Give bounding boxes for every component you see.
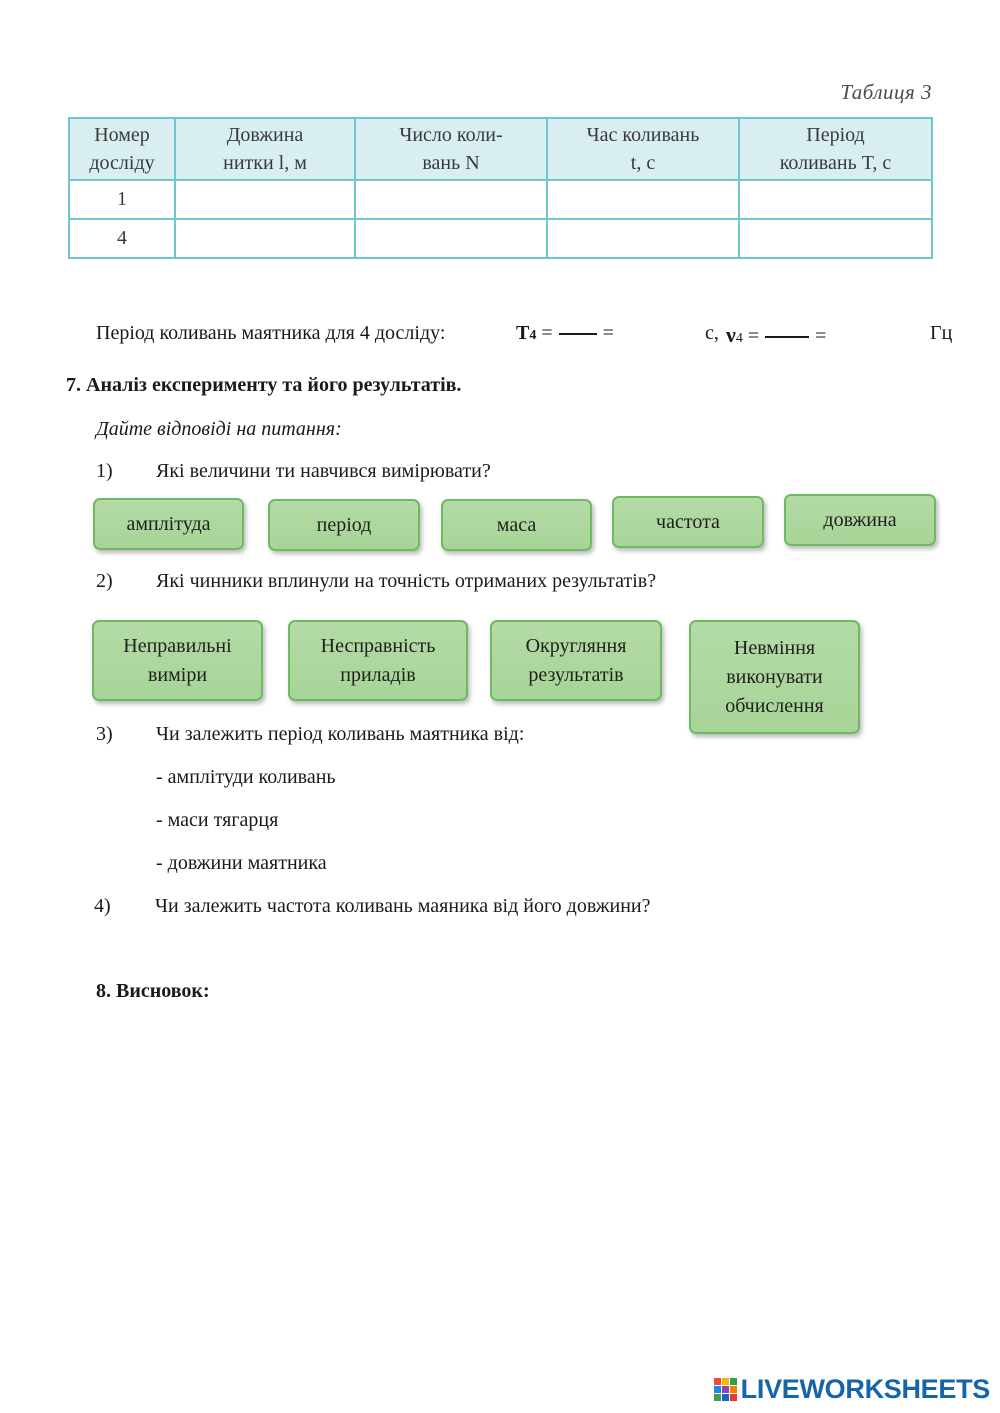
header-thread-length xyxy=(175,118,355,180)
option-length[interactable]: довжина xyxy=(784,494,936,546)
option-line: Неправильні xyxy=(123,634,232,657)
table-row xyxy=(69,180,932,219)
q3-item-length: - довжини маятника xyxy=(156,852,327,874)
option-rounding-results[interactable] xyxy=(490,620,662,701)
table-cell xyxy=(355,180,547,219)
header-oscillation-count xyxy=(355,118,547,180)
logo-icon xyxy=(714,1378,737,1401)
fraction-line xyxy=(765,336,809,338)
equals-sign: = xyxy=(815,325,827,347)
header-oscillation-period xyxy=(739,118,932,180)
header-line: t, с xyxy=(630,152,656,174)
q3-item-amplitude: - амплітуди коливань xyxy=(156,766,336,788)
logo-square xyxy=(730,1386,737,1393)
header-line: нитки l, м xyxy=(223,152,307,174)
fraction-line xyxy=(559,333,597,335)
table-cell: 4 xyxy=(69,219,175,258)
option-incorrect-measurements[interactable] xyxy=(92,620,263,701)
table-header-row xyxy=(69,118,932,180)
option-amplitude[interactable]: амплітуда xyxy=(93,498,244,550)
table-cell xyxy=(739,180,932,219)
header-line: вань N xyxy=(422,152,480,174)
option-line: Несправність xyxy=(320,634,436,657)
period-symbol: T xyxy=(516,322,530,344)
liveworksheets-logo[interactable] xyxy=(714,1374,990,1405)
option-line: обчислення xyxy=(725,694,824,717)
question-3-number: 3) xyxy=(96,723,113,745)
instruction-text: Дайте відповіді на питання: xyxy=(96,418,342,440)
logo-square xyxy=(730,1394,737,1401)
period-subscript: 4 xyxy=(529,328,537,343)
table-cell xyxy=(175,180,355,219)
question-4-text: Чи залежить частота коливань маяника від його довжини? xyxy=(155,895,651,917)
option-line: виміри xyxy=(147,663,208,686)
unit-seconds: с, xyxy=(705,322,719,344)
question-3-text: Чи залежить період коливань маятника від: xyxy=(156,723,525,745)
period-formula xyxy=(516,322,614,345)
table-cell xyxy=(175,219,355,258)
option-period[interactable]: період xyxy=(268,499,420,551)
logo-square xyxy=(714,1394,721,1401)
logo-square xyxy=(722,1378,729,1385)
frequency-formula xyxy=(726,322,826,348)
equals-sign: = xyxy=(602,322,614,344)
header-line: Номер xyxy=(94,124,150,146)
table-cell xyxy=(547,180,739,219)
table-cell xyxy=(739,219,932,258)
option-line: Невміння xyxy=(733,636,816,659)
header-line: Число коли- xyxy=(399,124,503,146)
period-formula-line xyxy=(96,322,976,352)
table-cell: 1 xyxy=(69,180,175,219)
header-line: досліду xyxy=(89,152,155,174)
section-7-title: 7. Аналіз експерименту та його результатів. xyxy=(66,374,462,396)
option-frequency[interactable]: частота xyxy=(612,496,764,548)
header-oscillation-time xyxy=(547,118,739,180)
option-line: виконувати xyxy=(726,665,823,688)
table-row xyxy=(69,219,932,258)
logo-square xyxy=(730,1378,737,1385)
logo-square xyxy=(714,1386,721,1393)
formula-text: Період коливань маятника для 4 досліду: xyxy=(96,322,446,344)
table-caption: Таблиця 3 xyxy=(840,80,932,104)
frequency-subscript: 4 xyxy=(735,331,743,346)
question-4-number: 4) xyxy=(94,895,111,917)
table-cell xyxy=(355,219,547,258)
unit-hertz: Гц xyxy=(930,322,953,344)
results-table xyxy=(68,117,933,259)
logo-text: LIVEWORKSHEETS xyxy=(740,1374,990,1404)
question-1-text: Які величини ти навчився вимірювати? xyxy=(156,460,491,482)
question-1-number: 1) xyxy=(96,460,113,482)
logo-square xyxy=(714,1378,721,1385)
option-mass[interactable]: маса xyxy=(441,499,592,551)
option-line: результатів xyxy=(528,663,624,686)
option-line: Округляння xyxy=(525,634,627,657)
option-line: приладів xyxy=(340,663,416,686)
q3-item-mass: - маси тягарця xyxy=(156,809,279,831)
header-line: Час коливань xyxy=(586,124,700,146)
table-cell xyxy=(547,219,739,258)
header-line: Довжина xyxy=(226,124,304,146)
section-8-title: 8. Висновок: xyxy=(96,980,210,1002)
question-2-text: Які чинники вплинули на точність отриманих результатів? xyxy=(156,570,657,592)
question-2-number: 2) xyxy=(96,570,113,592)
header-experiment-number xyxy=(69,118,175,180)
equals-sign: = xyxy=(541,322,553,344)
frequency-symbol: ν xyxy=(726,322,736,347)
header-line: коливань T, с xyxy=(779,152,892,174)
equals-sign: = xyxy=(747,325,760,347)
option-inability-to-calculate[interactable] xyxy=(689,620,860,734)
logo-square xyxy=(722,1394,729,1401)
logo-square xyxy=(722,1386,729,1393)
option-faulty-instruments[interactable] xyxy=(288,620,468,701)
header-line: Період xyxy=(806,124,865,146)
